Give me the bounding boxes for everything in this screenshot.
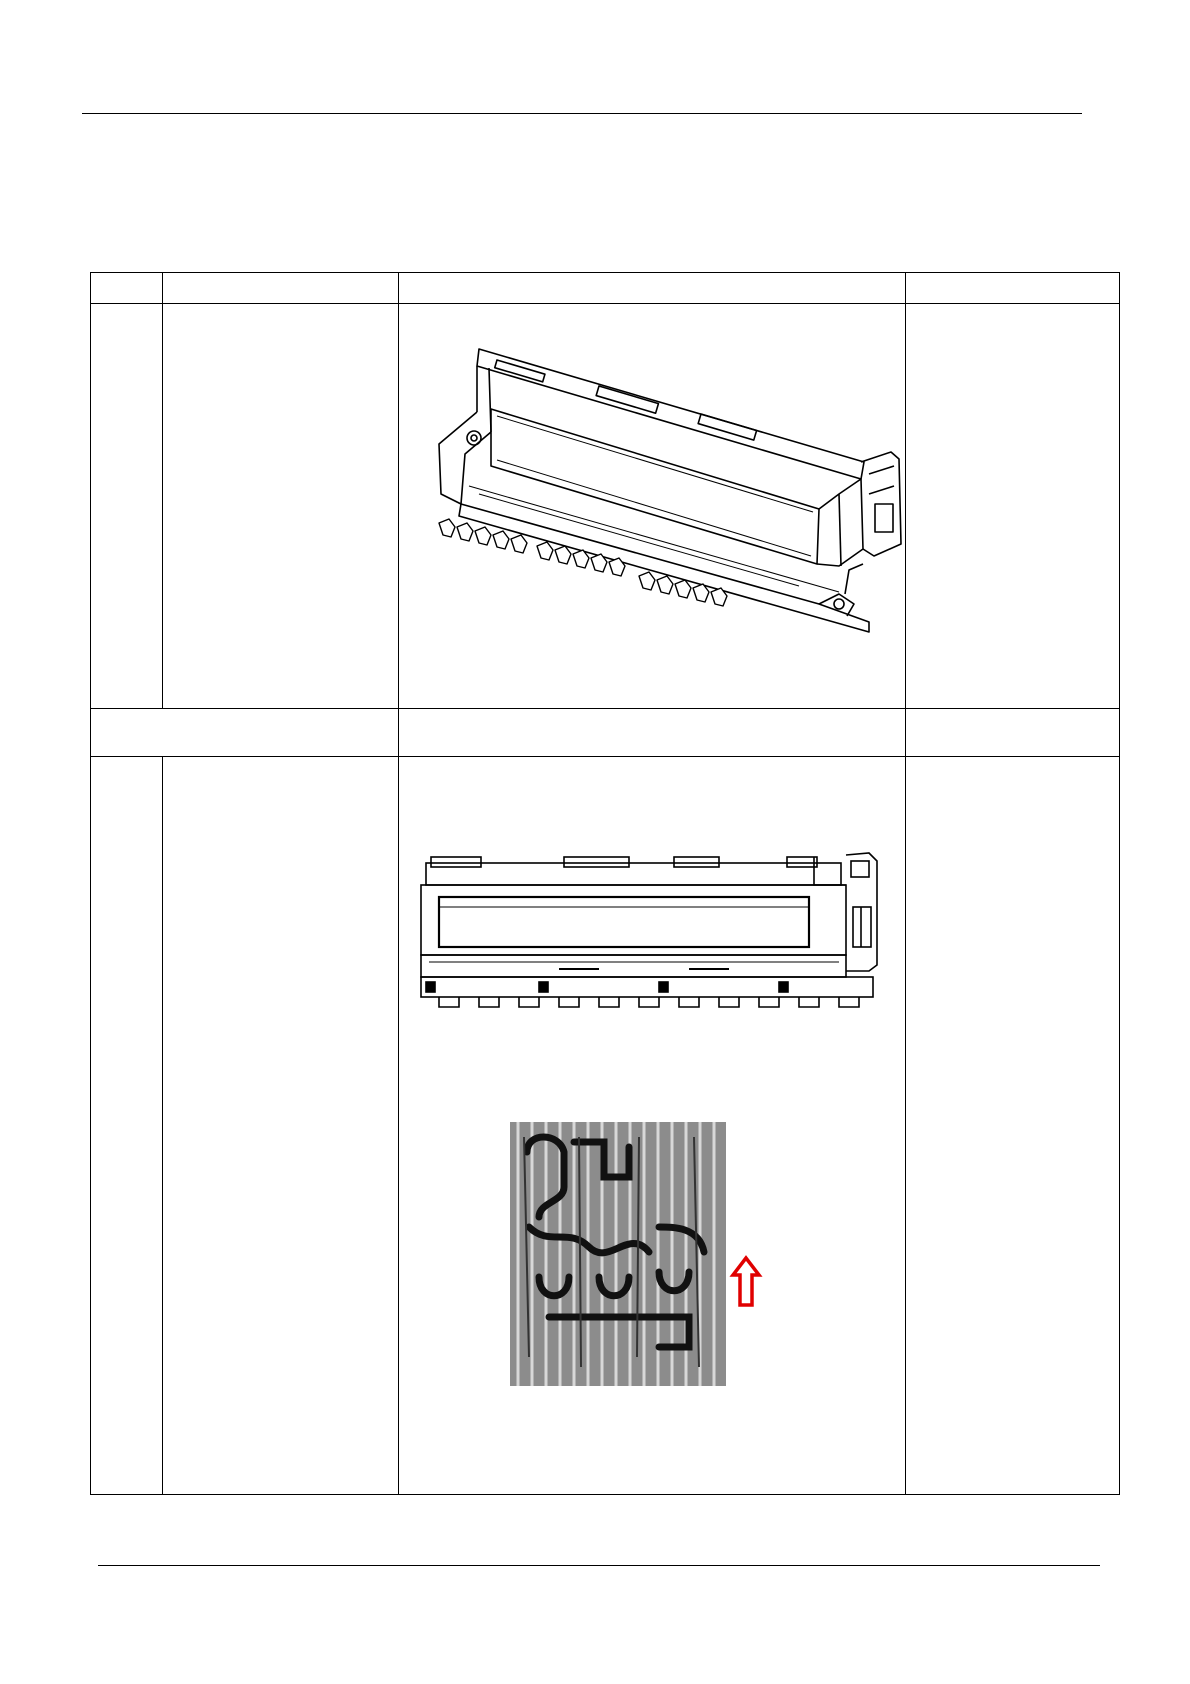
merged-section-cell <box>91 709 399 757</box>
evaporator-fin-closeup <box>510 1122 726 1386</box>
table-header-row <box>91 273 1120 304</box>
header-cell-procedure <box>163 273 399 304</box>
step-number-cell <box>91 304 163 709</box>
header-cell-remark <box>906 273 1120 304</box>
header-cell-no <box>91 273 163 304</box>
step-title-cell <box>163 304 399 709</box>
table-row <box>91 709 1120 757</box>
footer-rule <box>98 1565 1100 1566</box>
step-number-cell <box>91 757 163 1495</box>
up-arrow-icon <box>733 1258 759 1305</box>
remark-cell <box>906 757 1120 1495</box>
indoor-unit-front-view <box>421 853 877 1007</box>
table-row <box>91 757 1120 1495</box>
disassembly-table <box>90 272 1120 1495</box>
merged-remark-cell <box>906 709 1120 757</box>
step-title-cell <box>163 757 399 1495</box>
remark-cell <box>906 304 1120 709</box>
header-rule <box>82 113 1082 114</box>
header-cell-illustration <box>399 273 906 304</box>
indoor-unit-figures <box>399 757 904 1494</box>
illustration-cell <box>399 304 906 709</box>
table-row <box>91 304 1120 709</box>
front-panel-figure <box>399 304 904 708</box>
illustration-cell <box>399 757 906 1495</box>
merged-middle-cell <box>399 709 906 757</box>
